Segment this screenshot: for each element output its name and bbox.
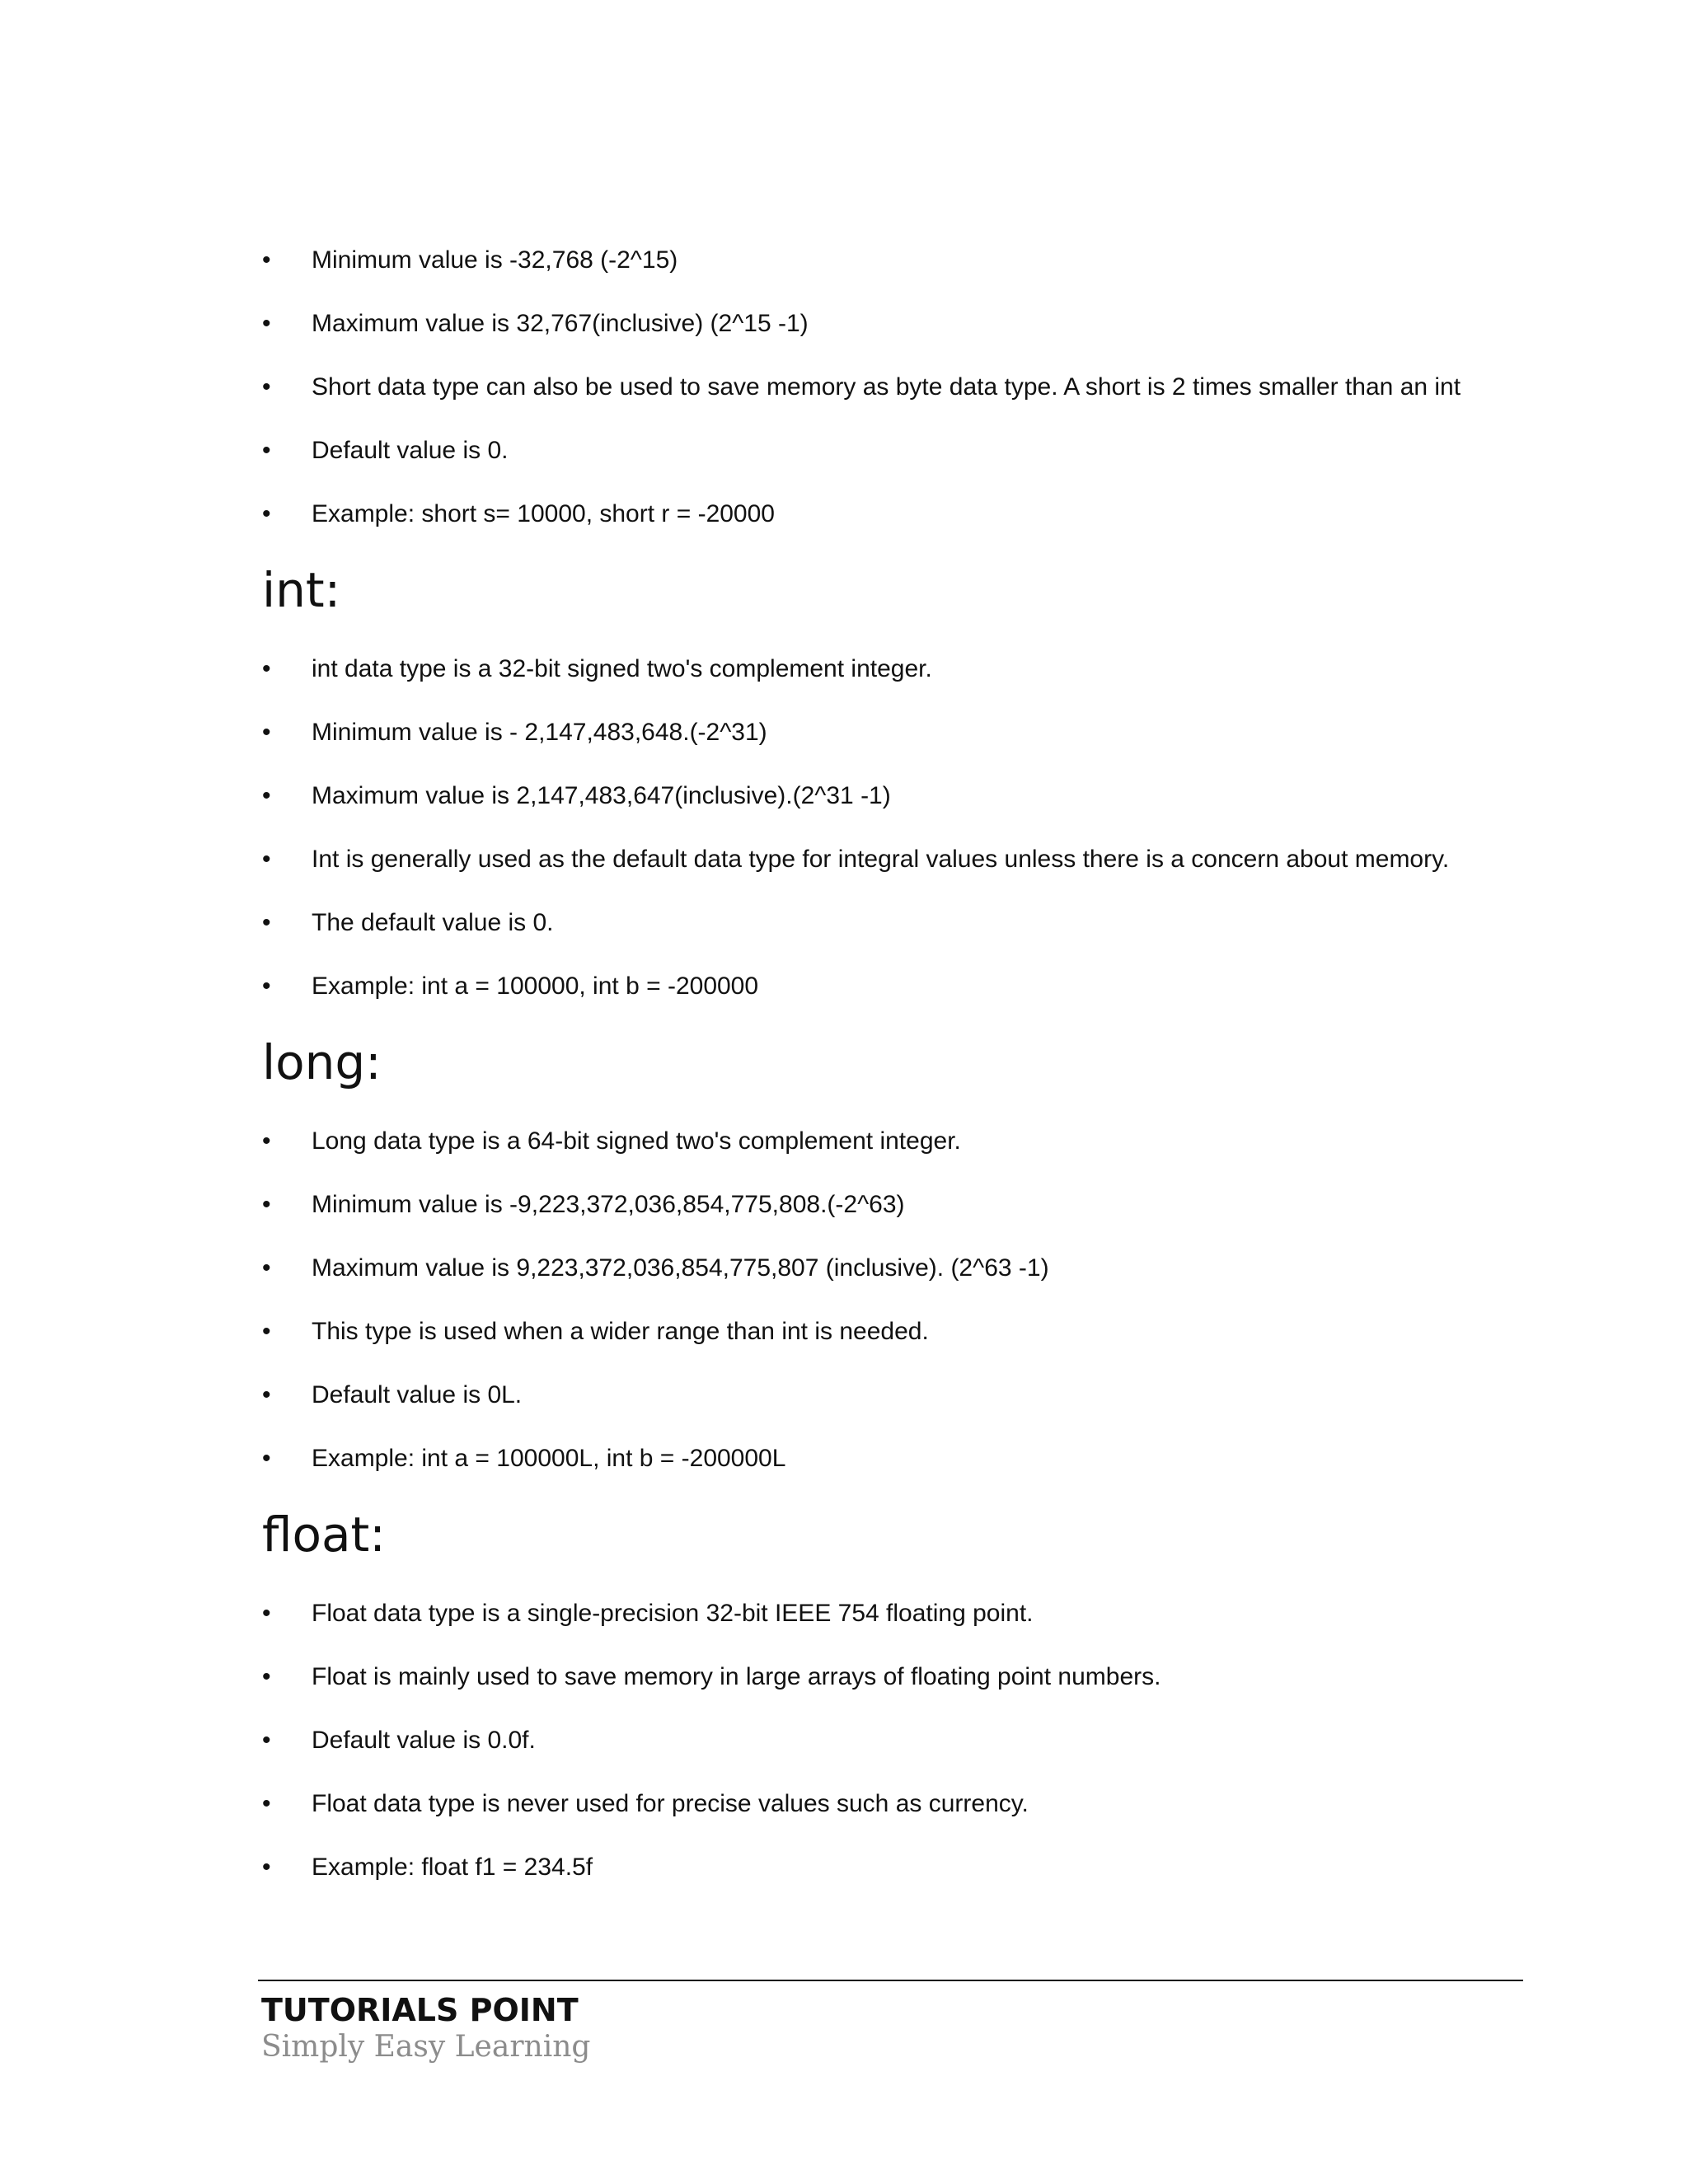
list-item: • Default value is 0L.: [262, 1379, 1523, 1442]
list-item: • Minimum value is -9,223,372,036,854,775,808.(-2^63): [262, 1188, 1523, 1252]
page-footer: [258, 1980, 1523, 2065]
section-heading-float: float:: [262, 1507, 386, 1563]
list-item: • Maximum value is 32,767(inclusive) (2^15 -1): [262, 307, 1523, 371]
float-bullet-list: [262, 1597, 1523, 1915]
list-item: • The default value is 0.: [262, 907, 1523, 970]
list-item: • Default value is 0.0f.: [262, 1724, 1523, 1788]
list-item: • Example: int a = 100000, int b = -200000: [262, 970, 1523, 1033]
list-item: • Float data type is a single-precision 32-bit IEEE 754 floating point.: [262, 1597, 1523, 1661]
list-item: • Int is generally used as the default data type for integral values unless there is a concern about memory.: [262, 843, 1523, 907]
list-item: • Example: float f1 = 234.5f: [262, 1851, 1523, 1915]
bullet-icon: •: [262, 1790, 271, 1817]
long-bullet-list: [262, 1125, 1523, 1506]
bullet-icon: •: [262, 500, 271, 527]
bullet-icon: •: [262, 846, 271, 873]
bullet-icon: •: [262, 1254, 271, 1282]
section-heading-long: long:: [262, 1034, 382, 1090]
list-item: • Minimum value is - 2,147,483,648.(-2^31): [262, 716, 1523, 780]
list-item: • Default value is 0.: [262, 434, 1523, 498]
section-heading-int: int:: [262, 562, 341, 618]
list-item: • int data type is a 32-bit signed two's complement integer.: [262, 653, 1523, 716]
page-content: [262, 244, 1523, 1915]
bullet-icon: •: [262, 1381, 271, 1408]
bullet-icon: •: [262, 1663, 271, 1690]
bullet-icon: •: [262, 1318, 271, 1345]
bullet-icon: •: [262, 1191, 271, 1218]
bullet-icon: •: [262, 246, 271, 274]
bullet-icon: •: [262, 1127, 271, 1155]
bullet-icon: •: [262, 719, 271, 746]
bullet-icon: •: [262, 909, 271, 936]
bullet-icon: •: [262, 437, 271, 464]
list-item: • Maximum value is 9,223,372,036,854,775,807 (inclusive). (2^63 -1): [262, 1252, 1523, 1315]
list-item: • Float data type is never used for precise values such as currency.: [262, 1788, 1523, 1851]
list-item: • Long data type is a 64-bit signed two's complement integer.: [262, 1125, 1523, 1188]
bullet-icon: •: [262, 310, 271, 337]
footer-tagline: Simply Easy Learning: [261, 2030, 591, 2064]
bullet-icon: •: [262, 1727, 271, 1754]
int-bullet-list: [262, 653, 1523, 1033]
bullet-icon: •: [262, 655, 271, 682]
footer-brand: TUTORIALS POINT: [261, 1992, 579, 2028]
bullet-icon: •: [262, 1445, 271, 1472]
list-item: • Float is mainly used to save memory in large arrays of floating point numbers.: [262, 1661, 1523, 1724]
bullet-icon: •: [262, 373, 271, 401]
list-item: • Example: short s= 10000, short r = -20000: [262, 498, 1523, 561]
bullet-icon: •: [262, 972, 271, 1000]
footer-divider: [258, 1980, 1523, 1981]
list-item: • Short data type can also be used to save memory as byte data type. A short is 2 times smaller than an int: [262, 371, 1523, 434]
bullet-icon: •: [262, 1854, 271, 1881]
list-item: • Minimum value is -32,768 (-2^15): [262, 244, 1523, 307]
list-item: • This type is used when a wider range than int is needed.: [262, 1315, 1523, 1379]
list-item: • Example: int a = 100000L, int b = -200000L: [262, 1442, 1523, 1506]
short-bullet-list: [262, 244, 1523, 561]
bullet-icon: •: [262, 782, 271, 809]
bullet-icon: •: [262, 1600, 271, 1627]
list-item: • Maximum value is 2,147,483,647(inclusive).(2^31 -1): [262, 780, 1523, 843]
